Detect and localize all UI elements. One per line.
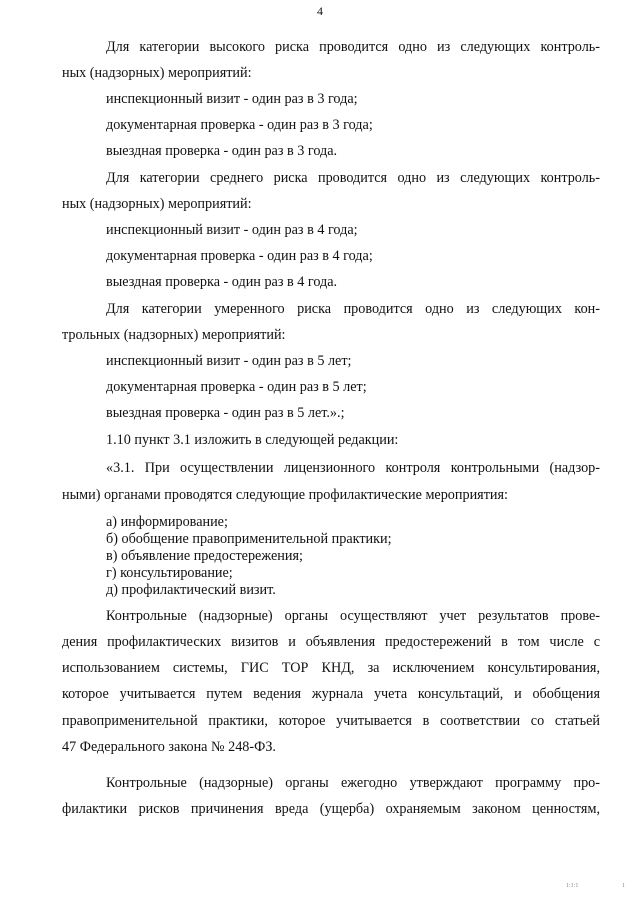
text-line: выездная проверка - один раз в 3 года. xyxy=(106,143,338,159)
text-line: б) обобщение правоприменительной практики; xyxy=(106,531,392,547)
text-line: Для категории высокого риска проводится одно из следующих контроль- xyxy=(106,39,600,55)
text-line: ными) органами проводятся следующие профилактические мероприятия: xyxy=(62,487,508,503)
text-line: инспекционный визит - один раз в 3 года; xyxy=(106,91,358,107)
text-line: дения профилактических визитов и объявления предостережений в том числе с xyxy=(62,634,600,650)
scan-mark: 1:1:1 xyxy=(566,883,579,889)
text-line: Для категории умеренного риска проводится одно из следующих кон- xyxy=(106,301,600,317)
text-line: инспекционный визит - один раз в 4 года; xyxy=(106,222,358,238)
scan-mark: 1 xyxy=(622,883,625,889)
text-line: выездная проверка - один раз в 4 года. xyxy=(106,274,338,290)
text-line: а) информирование; xyxy=(106,514,228,530)
text-line: филактики рисков причинения вреда (ущерба) охраняемым законом ценностям, xyxy=(62,801,600,817)
text-line: г) консультирование; xyxy=(106,565,233,581)
text-line: Контрольные (надзорные) органы осуществляют учет результатов прове- xyxy=(106,608,600,624)
text-line: 1.10 пункт 3.1 изложить в следующей редакции: xyxy=(106,432,399,448)
text-line: «3.1. При осуществлении лицензионного контроля контрольными (надзор- xyxy=(106,460,600,476)
text-line: выездная проверка - один раз в 5 лет.».; xyxy=(106,405,345,421)
text-line: ных (надзорных) мероприятий: xyxy=(62,196,252,212)
text-line: которое учитывается путем ведения журнала учета консультаций, и обобщения xyxy=(62,686,600,702)
text-line: документарная проверка - один раз в 4 года; xyxy=(106,248,373,264)
text-line: инспекционный визит - один раз в 5 лет; xyxy=(106,353,352,369)
text-line: правоприменительной практики, которое учитывается в соответствии со статьей xyxy=(62,713,600,729)
text-line: в) объявление предостережения; xyxy=(106,548,303,564)
text-line: д) профилактический визит. xyxy=(106,582,276,598)
text-line: документарная проверка - один раз в 5 лет; xyxy=(106,379,367,395)
text-line: использованием системы, ГИС ТОР КНД, за исключением консультирования, xyxy=(62,660,600,676)
text-line: трольных (надзорных) мероприятий: xyxy=(62,327,286,343)
text-line: 47 Федерального закона № 248-ФЗ. xyxy=(62,739,276,755)
text-line: документарная проверка - один раз в 3 года; xyxy=(106,117,373,133)
text-line: Для категории среднего риска проводится одно из следующих контроль- xyxy=(106,170,600,186)
text-line: ных (надзорных) мероприятий: xyxy=(62,65,252,81)
page-number: 4 xyxy=(317,4,323,18)
text-line: Контрольные (надзорные) органы ежегодно утверждают программу про- xyxy=(106,775,600,791)
